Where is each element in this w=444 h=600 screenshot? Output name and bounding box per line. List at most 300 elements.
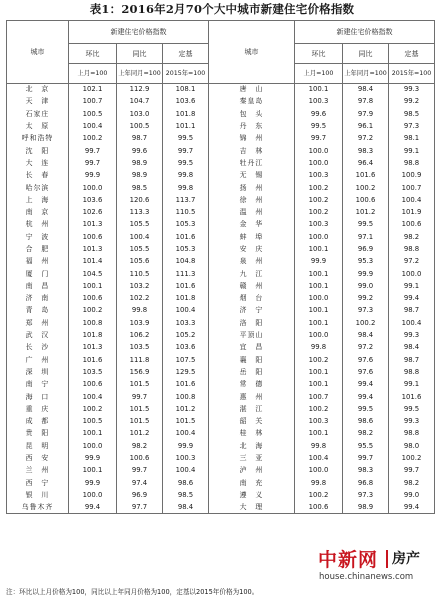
left-mom-cell: 100.4 [69, 120, 117, 132]
left-yoy-cell: 103.2 [117, 280, 163, 292]
table-row [7, 354, 435, 366]
left-yoy-cell: 103.9 [117, 317, 163, 329]
right-mom-cell: 99.8 [295, 440, 343, 452]
left-base-cell: 103.6 [163, 96, 209, 108]
left-yoy-cell: 111.8 [117, 354, 163, 366]
right-base-cell: 100.4 [389, 317, 435, 329]
left-mom-cell: 100.6 [69, 231, 117, 243]
left-city-cell: 贵 阳 [7, 428, 69, 440]
left-yoy-cell: 97.4 [117, 477, 163, 489]
right-mom-cell: 100.3 [295, 96, 343, 108]
footnote: 注：环比以上月价格为100，同比以上年同月价格为100，定基以2015年价格为100。 [6, 588, 259, 596]
left-city-cell: 南 宁 [7, 379, 69, 391]
left-base-cell: 98.6 [163, 477, 209, 489]
right-yoy-cell: 96.1 [343, 120, 389, 132]
table-row [7, 194, 435, 206]
right-base-cell: 101.9 [389, 206, 435, 218]
table-body [7, 84, 435, 514]
left-yoy-cell: 101.2 [117, 428, 163, 440]
left-city-cell: 昆 明 [7, 440, 69, 452]
right-yoy-cell: 99.0 [343, 280, 389, 292]
right-base-cell: 98.2 [389, 477, 435, 489]
left-mom-cell: 101.4 [69, 256, 117, 268]
left-base-cell: 111.3 [163, 268, 209, 280]
left-mom-cell: 100.5 [69, 416, 117, 428]
left-yoy-cell: 105.6 [117, 256, 163, 268]
right-base-cell: 99.7 [389, 465, 435, 477]
left-mom-cell: 100.6 [69, 293, 117, 305]
right-base-cell: 98.8 [389, 243, 435, 255]
left-mom-cell: 100.0 [69, 440, 117, 452]
table-row [7, 243, 435, 255]
right-mom-cell: 100.1 [295, 268, 343, 280]
header-mom-sub-right: 上月=100 [295, 64, 343, 84]
left-mom-cell: 99.9 [69, 452, 117, 464]
right-yoy-cell: 99.9 [343, 268, 389, 280]
table-row [7, 465, 435, 477]
right-yoy-cell: 97.3 [343, 489, 389, 501]
header-yoy-right: 同比 [343, 44, 389, 64]
right-base-cell: 98.8 [389, 157, 435, 169]
right-city-cell: 泸 州 [209, 465, 295, 477]
right-city-cell: 温 州 [209, 206, 295, 218]
right-base-cell: 99.1 [389, 145, 435, 157]
table-row [7, 489, 435, 501]
left-base-cell: 105.3 [163, 219, 209, 231]
right-mom-cell: 100.4 [295, 452, 343, 464]
left-mom-cell: 100.0 [69, 489, 117, 501]
left-mom-cell: 100.5 [69, 108, 117, 120]
right-mom-cell: 100.1 [295, 379, 343, 391]
left-city-cell: 天 津 [7, 96, 69, 108]
table-row [7, 108, 435, 120]
left-yoy-cell: 99.7 [117, 465, 163, 477]
table-row [7, 379, 435, 391]
table-row [7, 157, 435, 169]
left-mom-cell: 100.0 [69, 182, 117, 194]
left-yoy-cell: 113.3 [117, 206, 163, 218]
left-mom-cell: 103.6 [69, 194, 117, 206]
table-row [7, 440, 435, 452]
table-row [7, 231, 435, 243]
table-row [7, 502, 435, 514]
table-row [7, 416, 435, 428]
right-base-cell: 98.2 [389, 231, 435, 243]
header-city-right: 城市 [209, 21, 295, 84]
left-yoy-cell: 98.7 [117, 133, 163, 145]
right-mom-cell: 100.1 [295, 366, 343, 378]
right-mom-cell: 100.0 [295, 293, 343, 305]
right-mom-cell: 100.2 [295, 194, 343, 206]
right-base-cell: 97.2 [389, 256, 435, 268]
header-mom-sub-left: 上月=100 [69, 64, 117, 84]
right-city-cell: 赣 州 [209, 280, 295, 292]
right-yoy-cell: 97.3 [343, 305, 389, 317]
header-base-sub-left: 2015年=100 [163, 64, 209, 84]
right-base-cell: 98.5 [389, 108, 435, 120]
page-title: 表1：2016年2月70个大中城市新建住宅价格指数 [89, 2, 355, 16]
left-city-cell: 青 岛 [7, 305, 69, 317]
left-mom-cell: 101.6 [69, 354, 117, 366]
right-base-cell: 97.3 [389, 120, 435, 132]
table-row [7, 452, 435, 464]
left-base-cell: 99.8 [163, 170, 209, 182]
left-mom-cell: 99.4 [69, 502, 117, 514]
table-row [7, 120, 435, 132]
right-yoy-cell: 96.4 [343, 157, 389, 169]
right-base-cell: 99.3 [389, 329, 435, 341]
left-mom-cell: 100.4 [69, 391, 117, 403]
right-mom-cell: 100.2 [295, 489, 343, 501]
left-mom-cell: 100.1 [69, 428, 117, 440]
left-mom-cell: 99.7 [69, 157, 117, 169]
right-city-cell: 襄 阳 [209, 354, 295, 366]
left-mom-cell: 100.6 [69, 379, 117, 391]
left-city-cell: 福 州 [7, 256, 69, 268]
right-city-cell: 丹 东 [209, 120, 295, 132]
right-yoy-cell: 100.6 [343, 194, 389, 206]
right-yoy-cell: 100.2 [343, 317, 389, 329]
right-mom-cell: 100.6 [295, 502, 343, 514]
right-base-cell: 101.6 [389, 391, 435, 403]
left-base-cell: 98.5 [163, 489, 209, 501]
right-yoy-cell: 97.6 [343, 366, 389, 378]
left-yoy-cell: 98.9 [117, 170, 163, 182]
right-base-cell: 98.7 [389, 305, 435, 317]
right-mom-cell: 100.0 [295, 157, 343, 169]
right-base-cell: 98.7 [389, 354, 435, 366]
left-base-cell: 99.8 [163, 182, 209, 194]
left-base-cell: 101.8 [163, 293, 209, 305]
left-base-cell: 99.5 [163, 157, 209, 169]
left-city-cell: 厦 门 [7, 268, 69, 280]
right-base-cell: 98.8 [389, 428, 435, 440]
left-city-cell: 成 都 [7, 416, 69, 428]
left-mom-cell: 99.9 [69, 170, 117, 182]
left-city-cell: 太 原 [7, 120, 69, 132]
left-mom-cell: 102.1 [69, 84, 117, 96]
left-base-cell: 101.6 [163, 231, 209, 243]
right-yoy-cell: 98.4 [343, 329, 389, 341]
right-mom-cell: 100.2 [295, 354, 343, 366]
left-city-cell: 兰 州 [7, 465, 69, 477]
right-city-cell: 唐 山 [209, 84, 295, 96]
left-yoy-cell: 156.9 [117, 366, 163, 378]
right-city-cell: 南 充 [209, 477, 295, 489]
right-base-cell: 99.3 [389, 416, 435, 428]
right-mom-cell: 100.1 [295, 305, 343, 317]
table-row [7, 133, 435, 145]
left-city-cell: 乌鲁木齐 [7, 502, 69, 514]
left-base-cell: 101.8 [163, 108, 209, 120]
left-yoy-cell: 100.4 [117, 231, 163, 243]
left-city-cell: 大 连 [7, 157, 69, 169]
header-row-group [7, 21, 435, 44]
right-yoy-cell: 95.5 [343, 440, 389, 452]
right-mom-cell: 100.0 [295, 465, 343, 477]
left-mom-cell: 101.3 [69, 219, 117, 231]
header-yoy-sub-right: 上年同月=100 [343, 64, 389, 84]
right-mom-cell: 100.1 [295, 280, 343, 292]
right-yoy-cell: 97.2 [343, 133, 389, 145]
header-mom-left: 环比 [69, 44, 117, 64]
left-yoy-cell: 98.2 [117, 440, 163, 452]
right-base-cell: 98.8 [389, 366, 435, 378]
left-yoy-cell: 97.7 [117, 502, 163, 514]
right-mom-cell: 100.1 [295, 317, 343, 329]
right-city-cell: 九 江 [209, 268, 295, 280]
right-mom-cell: 99.8 [295, 477, 343, 489]
left-yoy-cell: 104.7 [117, 96, 163, 108]
right-mom-cell: 100.3 [295, 170, 343, 182]
right-base-cell: 99.5 [389, 403, 435, 415]
right-mom-cell: 100.2 [295, 403, 343, 415]
left-city-cell: 宁 波 [7, 231, 69, 243]
left-mom-cell: 100.2 [69, 403, 117, 415]
table-row [7, 428, 435, 440]
right-mom-cell: 99.8 [295, 342, 343, 354]
left-yoy-cell: 103.5 [117, 342, 163, 354]
table-row [7, 219, 435, 231]
left-city-cell: 沈 阳 [7, 145, 69, 157]
left-city-cell: 海 口 [7, 391, 69, 403]
right-yoy-cell: 97.1 [343, 231, 389, 243]
left-yoy-cell: 106.2 [117, 329, 163, 341]
right-city-cell: 烟 台 [209, 293, 295, 305]
right-city-cell: 锦 州 [209, 133, 295, 145]
table-row [7, 477, 435, 489]
right-base-cell: 98.0 [389, 440, 435, 452]
table-row [7, 84, 435, 96]
right-mom-cell: 100.7 [295, 391, 343, 403]
right-mom-cell: 99.7 [295, 133, 343, 145]
right-city-cell: 牡丹江 [209, 157, 295, 169]
header-base-right: 定基 [389, 44, 435, 64]
right-city-cell: 大 理 [209, 502, 295, 514]
right-city-cell: 常 德 [209, 379, 295, 391]
right-yoy-cell: 98.4 [343, 84, 389, 96]
right-yoy-cell: 99.2 [343, 293, 389, 305]
right-base-cell: 99.1 [389, 280, 435, 292]
left-yoy-cell: 105.5 [117, 219, 163, 231]
price-index-table [6, 20, 435, 514]
left-base-cell: 104.8 [163, 256, 209, 268]
left-city-cell: 呼和浩特 [7, 133, 69, 145]
left-yoy-cell: 100.5 [117, 120, 163, 132]
right-city-cell: 岳 阳 [209, 366, 295, 378]
right-city-cell: 韶 关 [209, 416, 295, 428]
right-yoy-cell: 99.5 [343, 219, 389, 231]
right-mom-cell: 100.3 [295, 416, 343, 428]
left-city-cell: 上 海 [7, 194, 69, 206]
left-mom-cell: 102.6 [69, 206, 117, 218]
right-city-cell: 金 华 [209, 219, 295, 231]
left-base-cell: 103.3 [163, 317, 209, 329]
right-yoy-cell: 97.9 [343, 108, 389, 120]
table-row [7, 170, 435, 182]
left-city-cell: 广 州 [7, 354, 69, 366]
left-yoy-cell: 99.8 [117, 305, 163, 317]
right-yoy-cell: 99.5 [343, 403, 389, 415]
left-base-cell: 103.6 [163, 342, 209, 354]
right-base-cell: 99.2 [389, 96, 435, 108]
right-yoy-cell: 98.9 [343, 502, 389, 514]
left-city-cell: 济 南 [7, 293, 69, 305]
left-base-cell: 99.7 [163, 145, 209, 157]
left-city-cell: 武 汉 [7, 329, 69, 341]
left-base-cell: 98.4 [163, 502, 209, 514]
left-base-cell: 129.5 [163, 366, 209, 378]
left-base-cell: 113.7 [163, 194, 209, 206]
watermark-tag: 房产 [392, 551, 420, 567]
right-city-cell: 三 亚 [209, 452, 295, 464]
left-yoy-cell: 99.6 [117, 145, 163, 157]
right-mom-cell: 100.3 [295, 219, 343, 231]
table-row [7, 182, 435, 194]
right-mom-cell: 99.6 [295, 108, 343, 120]
left-base-cell: 100.8 [163, 391, 209, 403]
right-base-cell: 99.4 [389, 293, 435, 305]
left-base-cell: 101.6 [163, 280, 209, 292]
left-yoy-cell: 98.5 [117, 182, 163, 194]
right-yoy-cell: 99.7 [343, 452, 389, 464]
left-city-cell: 郑 州 [7, 317, 69, 329]
left-base-cell: 101.5 [163, 416, 209, 428]
watermark [300, 545, 440, 585]
table-row [7, 145, 435, 157]
right-yoy-cell: 98.6 [343, 416, 389, 428]
table-row [7, 329, 435, 341]
right-city-cell: 遵 义 [209, 489, 295, 501]
left-yoy-cell: 102.2 [117, 293, 163, 305]
left-mom-cell: 101.3 [69, 243, 117, 255]
right-mom-cell: 99.9 [295, 256, 343, 268]
left-yoy-cell: 101.5 [117, 379, 163, 391]
right-mom-cell: 100.0 [295, 329, 343, 341]
right-mom-cell: 100.2 [295, 182, 343, 194]
left-base-cell: 100.4 [163, 465, 209, 477]
right-city-cell: 无 锡 [209, 170, 295, 182]
right-base-cell: 99.4 [389, 502, 435, 514]
left-mom-cell: 103.5 [69, 366, 117, 378]
left-mom-cell: 100.2 [69, 305, 117, 317]
right-yoy-cell: 96.8 [343, 477, 389, 489]
right-mom-cell: 100.0 [295, 231, 343, 243]
left-base-cell: 99.5 [163, 133, 209, 145]
left-mom-cell: 100.2 [69, 133, 117, 145]
right-mom-cell: 100.0 [295, 145, 343, 157]
right-mom-cell: 100.2 [295, 206, 343, 218]
right-base-cell: 100.4 [389, 194, 435, 206]
left-yoy-cell: 112.9 [117, 84, 163, 96]
right-city-cell: 徐 州 [209, 194, 295, 206]
left-base-cell: 105.2 [163, 329, 209, 341]
watermark-brand: 中新网 [318, 549, 379, 571]
left-yoy-cell: 120.6 [117, 194, 163, 206]
left-city-cell: 北 京 [7, 84, 69, 96]
left-mom-cell: 101.3 [69, 342, 117, 354]
left-base-cell: 101.2 [163, 403, 209, 415]
table-row [7, 96, 435, 108]
left-base-cell: 100.4 [163, 428, 209, 440]
table-row [7, 403, 435, 415]
left-city-cell: 长 沙 [7, 342, 69, 354]
right-base-cell: 99.1 [389, 379, 435, 391]
left-city-cell: 西 安 [7, 452, 69, 464]
watermark-separator [386, 550, 388, 568]
right-city-cell: 安 庆 [209, 243, 295, 255]
right-base-cell: 99.0 [389, 489, 435, 501]
right-yoy-cell: 99.4 [343, 379, 389, 391]
left-city-cell: 石家庄 [7, 108, 69, 120]
right-base-cell: 100.7 [389, 182, 435, 194]
right-yoy-cell: 96.9 [343, 243, 389, 255]
left-base-cell: 100.3 [163, 452, 209, 464]
right-city-cell: 扬 州 [209, 182, 295, 194]
right-mom-cell: 100.1 [295, 428, 343, 440]
right-yoy-cell: 98.2 [343, 428, 389, 440]
left-mom-cell: 100.7 [69, 96, 117, 108]
right-mom-cell: 100.1 [295, 243, 343, 255]
right-yoy-cell: 98.3 [343, 145, 389, 157]
left-yoy-cell: 110.5 [117, 268, 163, 280]
right-city-cell: 包 头 [209, 108, 295, 120]
right-city-cell: 济 宁 [209, 305, 295, 317]
left-city-cell: 南 京 [7, 206, 69, 218]
left-yoy-cell: 99.7 [117, 391, 163, 403]
left-mom-cell: 100.1 [69, 465, 117, 477]
right-base-cell: 100.6 [389, 219, 435, 231]
left-mom-cell: 100.1 [69, 280, 117, 292]
table-row [7, 256, 435, 268]
table-row [7, 268, 435, 280]
right-city-cell: 洛 阳 [209, 317, 295, 329]
header-base-left: 定基 [163, 44, 209, 64]
table-row [7, 280, 435, 292]
left-city-cell: 深 圳 [7, 366, 69, 378]
right-mom-cell: 100.1 [295, 84, 343, 96]
right-base-cell: 100.0 [389, 268, 435, 280]
left-city-cell: 银 川 [7, 489, 69, 501]
right-city-cell: 湛 江 [209, 403, 295, 415]
right-yoy-cell: 100.2 [343, 182, 389, 194]
right-city-cell: 蚌 埠 [209, 231, 295, 243]
header-yoy-left: 同比 [117, 44, 163, 64]
left-city-cell: 重 庆 [7, 403, 69, 415]
left-yoy-cell: 98.9 [117, 157, 163, 169]
table-row [7, 342, 435, 354]
header-yoy-sub-left: 上年同月=100 [117, 64, 163, 84]
left-yoy-cell: 101.5 [117, 416, 163, 428]
right-city-cell: 惠 州 [209, 391, 295, 403]
right-yoy-cell: 101.6 [343, 170, 389, 182]
left-mom-cell: 99.9 [69, 477, 117, 489]
right-yoy-cell: 97.8 [343, 96, 389, 108]
left-city-cell: 杭 州 [7, 219, 69, 231]
right-yoy-cell: 97.2 [343, 342, 389, 354]
right-city-cell: 吉 林 [209, 145, 295, 157]
table-row [7, 206, 435, 218]
right-city-cell: 平顶山 [209, 329, 295, 341]
left-base-cell: 100.4 [163, 305, 209, 317]
right-city-cell: 宜 昌 [209, 342, 295, 354]
left-base-cell: 99.9 [163, 440, 209, 452]
header-group-left: 新建住宅价格指数 [69, 21, 209, 44]
right-city-cell: 秦皇岛 [209, 96, 295, 108]
right-base-cell: 98.4 [389, 342, 435, 354]
watermark-url: house.chinanews.com [319, 572, 414, 582]
right-city-cell: 泉 州 [209, 256, 295, 268]
